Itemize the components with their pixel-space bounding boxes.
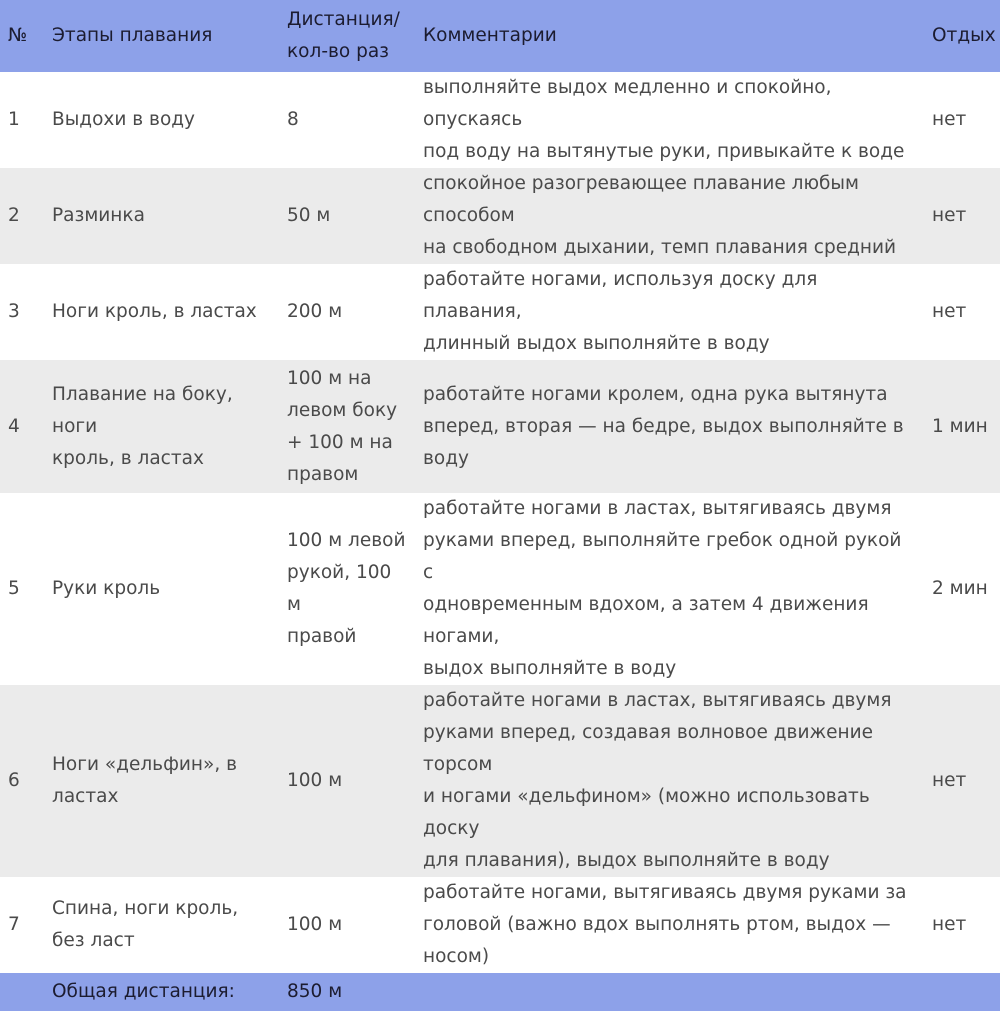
- row-number: 2: [8, 205, 20, 226]
- table-row: [0, 360, 1000, 493]
- row-stage-line: без ласт: [52, 930, 135, 951]
- row-comment: [408, 685, 916, 877]
- row-comment: [408, 264, 916, 360]
- row-rest: нет: [932, 301, 967, 322]
- row-distance-line: 200 м: [287, 301, 343, 322]
- row-comment-line: работайте ногами, используя доску для плавания,: [423, 269, 818, 322]
- row-comment-line: на свободном дыхании, темп плавания средний: [423, 237, 897, 258]
- row-comment-line: одновременным вдохом, а затем 4 движения ногами,: [423, 594, 869, 647]
- row-stage: [37, 685, 272, 877]
- row-rest: 2 мин: [932, 578, 988, 599]
- row-comment-line: головой (важно вдох выполнять ртом, выдох — носом): [423, 914, 891, 967]
- row-distance: [272, 685, 408, 877]
- row-distance-line: 8: [287, 109, 299, 130]
- row-distance-line: 100 м на: [287, 367, 372, 389]
- row-comment: [408, 168, 916, 264]
- row-number: 7: [8, 914, 20, 935]
- row-distance: [272, 360, 408, 493]
- row-distance: [272, 72, 408, 168]
- row-comment: [408, 877, 916, 973]
- row-comment-line: руками вперед, создавая волновое движение торсом: [423, 722, 874, 775]
- footer-total: 850 м: [287, 981, 343, 1002]
- row-stage-line: ластах: [52, 786, 119, 807]
- row-distance-line: рукой, 100 м: [287, 562, 392, 615]
- row-comment: [408, 72, 916, 168]
- row-comment-line: выполняйте выдох медленно и спокойно, опускаясь: [423, 77, 832, 130]
- header-distance-line1: Дистанция/: [287, 9, 400, 30]
- row-comment-line: выдох выполняйте в воду: [423, 658, 677, 679]
- row-stage: [37, 493, 272, 685]
- row-number: 3: [8, 301, 20, 322]
- table-row: [0, 264, 1000, 360]
- row-comment-line: работайте ногами, вытягиваясь двумя руками за: [423, 882, 907, 903]
- row-distance-line: + 100 м на: [287, 431, 393, 453]
- row-rest: нет: [932, 205, 967, 226]
- table-row: [0, 493, 1000, 685]
- row-stage: [37, 360, 272, 493]
- row-comment: [408, 360, 916, 493]
- row-distance-line: правой: [287, 626, 357, 647]
- row-stage-line: Ноги кроль, в ластах: [52, 301, 257, 322]
- row-distance-line: 100 м левой: [287, 530, 406, 551]
- row-distance: [272, 264, 408, 360]
- row-stage-line: Руки кроль: [52, 578, 161, 599]
- table-header-row: [0, 0, 1000, 72]
- table-row: [0, 72, 1000, 168]
- header-rest: Отдых: [932, 25, 996, 46]
- row-distance-line: правом: [287, 463, 359, 485]
- row-comment-line: руками вперед, выполняйте гребок одной рукой с: [423, 530, 902, 583]
- row-stage-line: Спина, ноги кроль,: [52, 898, 239, 919]
- row-stage: [37, 72, 272, 168]
- row-rest: 1 мин: [932, 415, 988, 437]
- row-distance-line: 100 м: [287, 770, 343, 791]
- footer-label: Общая дистанция:: [52, 981, 235, 1002]
- row-stage-line: Ноги «дельфин», в: [52, 754, 237, 775]
- row-distance-line: 50 м: [287, 205, 331, 226]
- row-comment: [408, 493, 916, 685]
- row-number: 5: [8, 578, 20, 599]
- header-stage: Этапы плавания: [52, 25, 213, 46]
- row-comment-line: работайте ногами в ластах, вытягиваясь двумя: [423, 498, 892, 519]
- row-stage-line: Разминка: [52, 205, 145, 226]
- row-number: 1: [8, 109, 20, 130]
- row-comment-line: работайте ногами кролем, одна рука вытянута: [423, 383, 888, 405]
- row-comment-line: спокойное разогревающее плавание любым способом: [423, 173, 859, 226]
- row-stage: [37, 877, 272, 973]
- table-row: [0, 877, 1000, 973]
- row-distance: [272, 493, 408, 685]
- row-stage: [37, 264, 272, 360]
- row-distance: [272, 168, 408, 264]
- header-comment: Комментарии: [423, 25, 557, 46]
- row-rest: нет: [932, 109, 967, 130]
- header-num: №: [8, 25, 28, 46]
- table-body: [0, 72, 1000, 973]
- row-comment-line: под воду на вытянутые руки, привыкайте к воде: [423, 141, 905, 162]
- row-stage-line: кроль, в ластах: [52, 447, 204, 469]
- row-distance-line: 100 м: [287, 914, 343, 935]
- row-rest: нет: [932, 770, 967, 791]
- footer-empty: [0, 973, 37, 1011]
- footer-empty-rest: [916, 973, 1000, 1011]
- row-stage-line: Выдохи в воду: [52, 109, 196, 130]
- row-number: 4: [8, 415, 20, 437]
- row-comment-line: для плавания), выдох выполняйте в воду: [423, 850, 830, 871]
- row-comment-line: длинный выдох выполняйте в воду: [423, 333, 770, 354]
- header-distance-line2: кол-во раз: [287, 41, 390, 62]
- table-row: [0, 168, 1000, 264]
- row-comment-line: работайте ногами в ластах, вытягиваясь двумя: [423, 690, 892, 711]
- header-distance: [272, 0, 408, 72]
- row-number: 6: [8, 770, 20, 791]
- row-stage: [37, 168, 272, 264]
- row-distance-line: левом боку: [287, 399, 398, 421]
- row-comment-line: и ногами «дельфином» (можно использовать доску: [423, 786, 870, 839]
- table-footer-row: [0, 973, 1000, 1011]
- footer-empty-comment: [408, 973, 916, 1011]
- row-stage-line: Плавание на боку, ноги: [52, 383, 233, 437]
- row-distance: [272, 877, 408, 973]
- table-row: [0, 685, 1000, 877]
- row-comment-line: вперед, вторая — на бедре, выдох выполняйте в воду: [423, 415, 904, 469]
- row-rest: нет: [932, 914, 967, 935]
